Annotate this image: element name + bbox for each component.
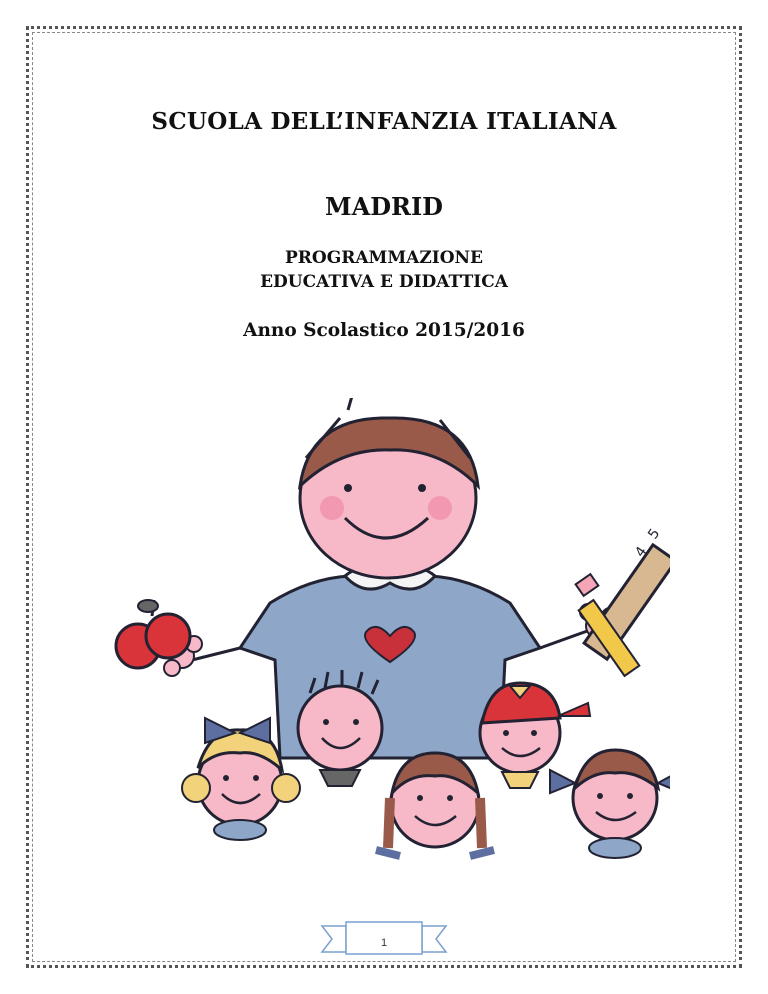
ruler-icon <box>584 526 670 659</box>
teacher-with-children-drawing-icon <box>110 398 670 878</box>
city-title: MADRID <box>325 192 443 221</box>
program-line-2: EDUCATIVA E DIDATTICA <box>260 272 508 292</box>
child-brown-bows <box>550 750 670 858</box>
school-name: SCUOLA DELL’INFANZIA ITALIANA <box>151 108 617 135</box>
page-number: 1 <box>380 937 388 949</box>
program-title <box>0 246 768 294</box>
ruler-mark: 5 <box>645 525 664 543</box>
child-cap <box>480 683 590 788</box>
program-line-1: PROGRAMMAZIONE <box>284 248 484 268</box>
ruler-mark: 4 <box>632 543 651 561</box>
child-braids <box>376 753 494 856</box>
school-year: Anno Scolastico 2015/2016 <box>243 320 525 341</box>
